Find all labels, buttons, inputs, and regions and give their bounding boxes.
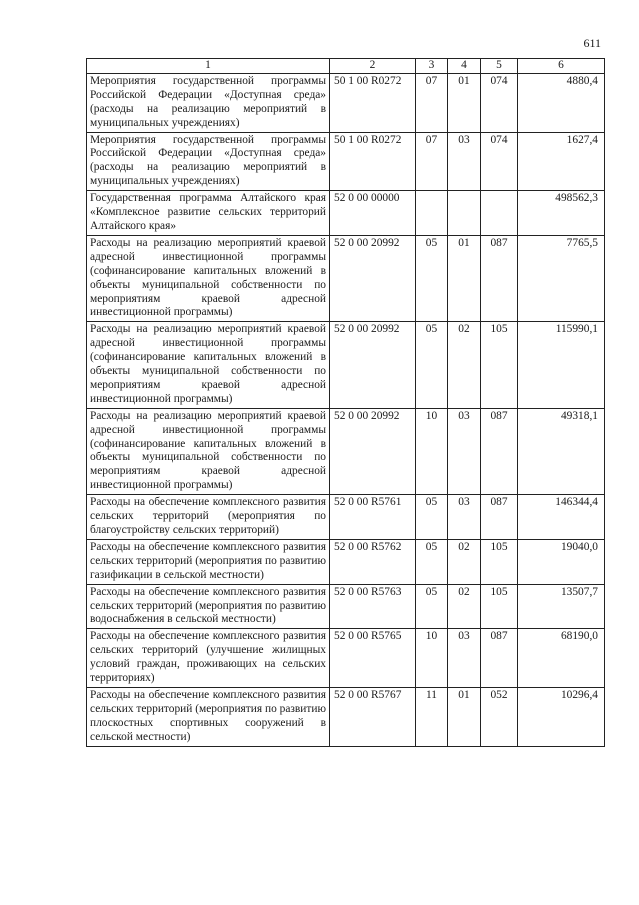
table-row bbox=[87, 495, 605, 540]
target-article-code: 52 0 00 20992 bbox=[330, 408, 416, 494]
subsection-code bbox=[448, 191, 481, 236]
table-row bbox=[87, 73, 605, 132]
target-article-code: 52 0 00 00000 bbox=[330, 191, 416, 236]
section-code: 10 bbox=[416, 408, 448, 494]
column-header: 1 bbox=[87, 59, 330, 74]
expense-type-code: 087 bbox=[481, 408, 518, 494]
subsection-code: 03 bbox=[448, 495, 481, 540]
expense-type-code: 087 bbox=[481, 495, 518, 540]
section-code: 05 bbox=[416, 235, 448, 321]
expense-type-code: 105 bbox=[481, 584, 518, 629]
subsection-code: 02 bbox=[448, 539, 481, 584]
amount-value: 7765,5 bbox=[518, 235, 605, 321]
column-header: 6 bbox=[518, 59, 605, 74]
expense-type-code: 074 bbox=[481, 73, 518, 132]
row-description: Расходы на реализацию мероприятий краевой адресной инвестиционной программы (софинансирование капитальных вложений в объекты муниципальной собственности по мероприятиям краевой адресной инвестиционной программы) bbox=[87, 408, 330, 494]
expense-type-code: 074 bbox=[481, 132, 518, 191]
expense-type-code: 087 bbox=[481, 235, 518, 321]
expense-type-code: 105 bbox=[481, 539, 518, 584]
amount-value: 1627,4 bbox=[518, 132, 605, 191]
section-code: 10 bbox=[416, 629, 448, 688]
table-body bbox=[87, 73, 605, 746]
section-code: 11 bbox=[416, 687, 448, 746]
table-row bbox=[87, 584, 605, 629]
section-code: 05 bbox=[416, 495, 448, 540]
table-row bbox=[87, 191, 605, 236]
subsection-code: 01 bbox=[448, 687, 481, 746]
amount-value: 10296,4 bbox=[518, 687, 605, 746]
subsection-code: 03 bbox=[448, 629, 481, 688]
column-header: 3 bbox=[416, 59, 448, 74]
row-description: Расходы на обеспечение комплексного развития сельских территорий (улучшение жилищных условий граждан, проживающих на сельских территориях) bbox=[87, 629, 330, 688]
row-description: Мероприятия государственной программы Российской Федерации «Доступная среда» (расходы на реализацию мероприятий в муниципальных учреждениях) bbox=[87, 73, 330, 132]
amount-value: 498562,3 bbox=[518, 191, 605, 236]
table-row bbox=[87, 322, 605, 408]
amount-value: 13507,7 bbox=[518, 584, 605, 629]
table-row bbox=[87, 539, 605, 584]
row-description: Расходы на реализацию мероприятий краевой адресной инвестиционной программы (софинансирование капитальных вложений в объекты муниципальной собственности по мероприятиям краевой адресной инвестиционной программы) bbox=[87, 322, 330, 408]
subsection-code: 03 bbox=[448, 132, 481, 191]
section-code: 05 bbox=[416, 322, 448, 408]
column-header: 4 bbox=[448, 59, 481, 74]
amount-value: 4880,4 bbox=[518, 73, 605, 132]
target-article-code: 52 0 00 R5763 bbox=[330, 584, 416, 629]
subsection-code: 03 bbox=[448, 408, 481, 494]
column-header: 2 bbox=[330, 59, 416, 74]
amount-value: 19040,0 bbox=[518, 539, 605, 584]
amount-value: 146344,4 bbox=[518, 495, 605, 540]
table-row bbox=[87, 235, 605, 321]
row-description: Расходы на реализацию мероприятий краевой адресной инвестиционной программы (софинансирование капитальных вложений в объекты муниципальной собственности по мероприятиям краевой адресной инвестиционной программы) bbox=[87, 235, 330, 321]
section-code: 05 bbox=[416, 584, 448, 629]
section-code: 07 bbox=[416, 132, 448, 191]
row-description: Расходы на обеспечение комплексного развития сельских территорий (мероприятия по развитию плоскостных спортивных сооружений в сельской местности) bbox=[87, 687, 330, 746]
target-article-code: 52 0 00 R5761 bbox=[330, 495, 416, 540]
table-row bbox=[87, 687, 605, 746]
target-article-code: 52 0 00 20992 bbox=[330, 322, 416, 408]
table-row bbox=[87, 408, 605, 494]
table-row bbox=[87, 132, 605, 191]
target-article-code: 52 0 00 R5765 bbox=[330, 629, 416, 688]
row-description: Расходы на обеспечение комплексного развития сельских территорий (мероприятия по развитию газификации в сельской местности) bbox=[87, 539, 330, 584]
row-description: Расходы на обеспечение комплексного развития сельских территорий (мероприятия по развитию водоснабжения в сельской местности) bbox=[87, 584, 330, 629]
budget-table bbox=[86, 58, 605, 747]
row-description: Мероприятия государственной программы Российской Федерации «Доступная среда» (расходы на реализацию мероприятий в муниципальных учреждениях) bbox=[87, 132, 330, 191]
subsection-code: 02 bbox=[448, 584, 481, 629]
row-description: Расходы на обеспечение комплексного развития сельских территорий (мероприятия по благоустройству сельских территорий) bbox=[87, 495, 330, 540]
expense-type-code: 087 bbox=[481, 629, 518, 688]
expense-type-code bbox=[481, 191, 518, 236]
subsection-code: 01 bbox=[448, 235, 481, 321]
expense-type-code: 052 bbox=[481, 687, 518, 746]
amount-value: 68190,0 bbox=[518, 629, 605, 688]
section-code bbox=[416, 191, 448, 236]
column-header: 5 bbox=[481, 59, 518, 74]
amount-value: 115990,1 bbox=[518, 322, 605, 408]
target-article-code: 52 0 00 R5767 bbox=[330, 687, 416, 746]
subsection-code: 02 bbox=[448, 322, 481, 408]
subsection-code: 01 bbox=[448, 73, 481, 132]
expense-type-code: 105 bbox=[481, 322, 518, 408]
target-article-code: 50 1 00 R0272 bbox=[330, 132, 416, 191]
amount-value: 49318,1 bbox=[518, 408, 605, 494]
target-article-code: 52 0 00 20992 bbox=[330, 235, 416, 321]
section-code: 05 bbox=[416, 539, 448, 584]
target-article-code: 50 1 00 R0272 bbox=[330, 73, 416, 132]
target-article-code: 52 0 00 R5762 bbox=[330, 539, 416, 584]
header-row bbox=[87, 59, 605, 74]
table-row bbox=[87, 629, 605, 688]
page-number: 611 bbox=[583, 36, 601, 50]
section-code: 07 bbox=[416, 73, 448, 132]
row-description: Государственная программа Алтайского края «Комплексное развитие сельских территорий Алтайского края» bbox=[87, 191, 330, 236]
